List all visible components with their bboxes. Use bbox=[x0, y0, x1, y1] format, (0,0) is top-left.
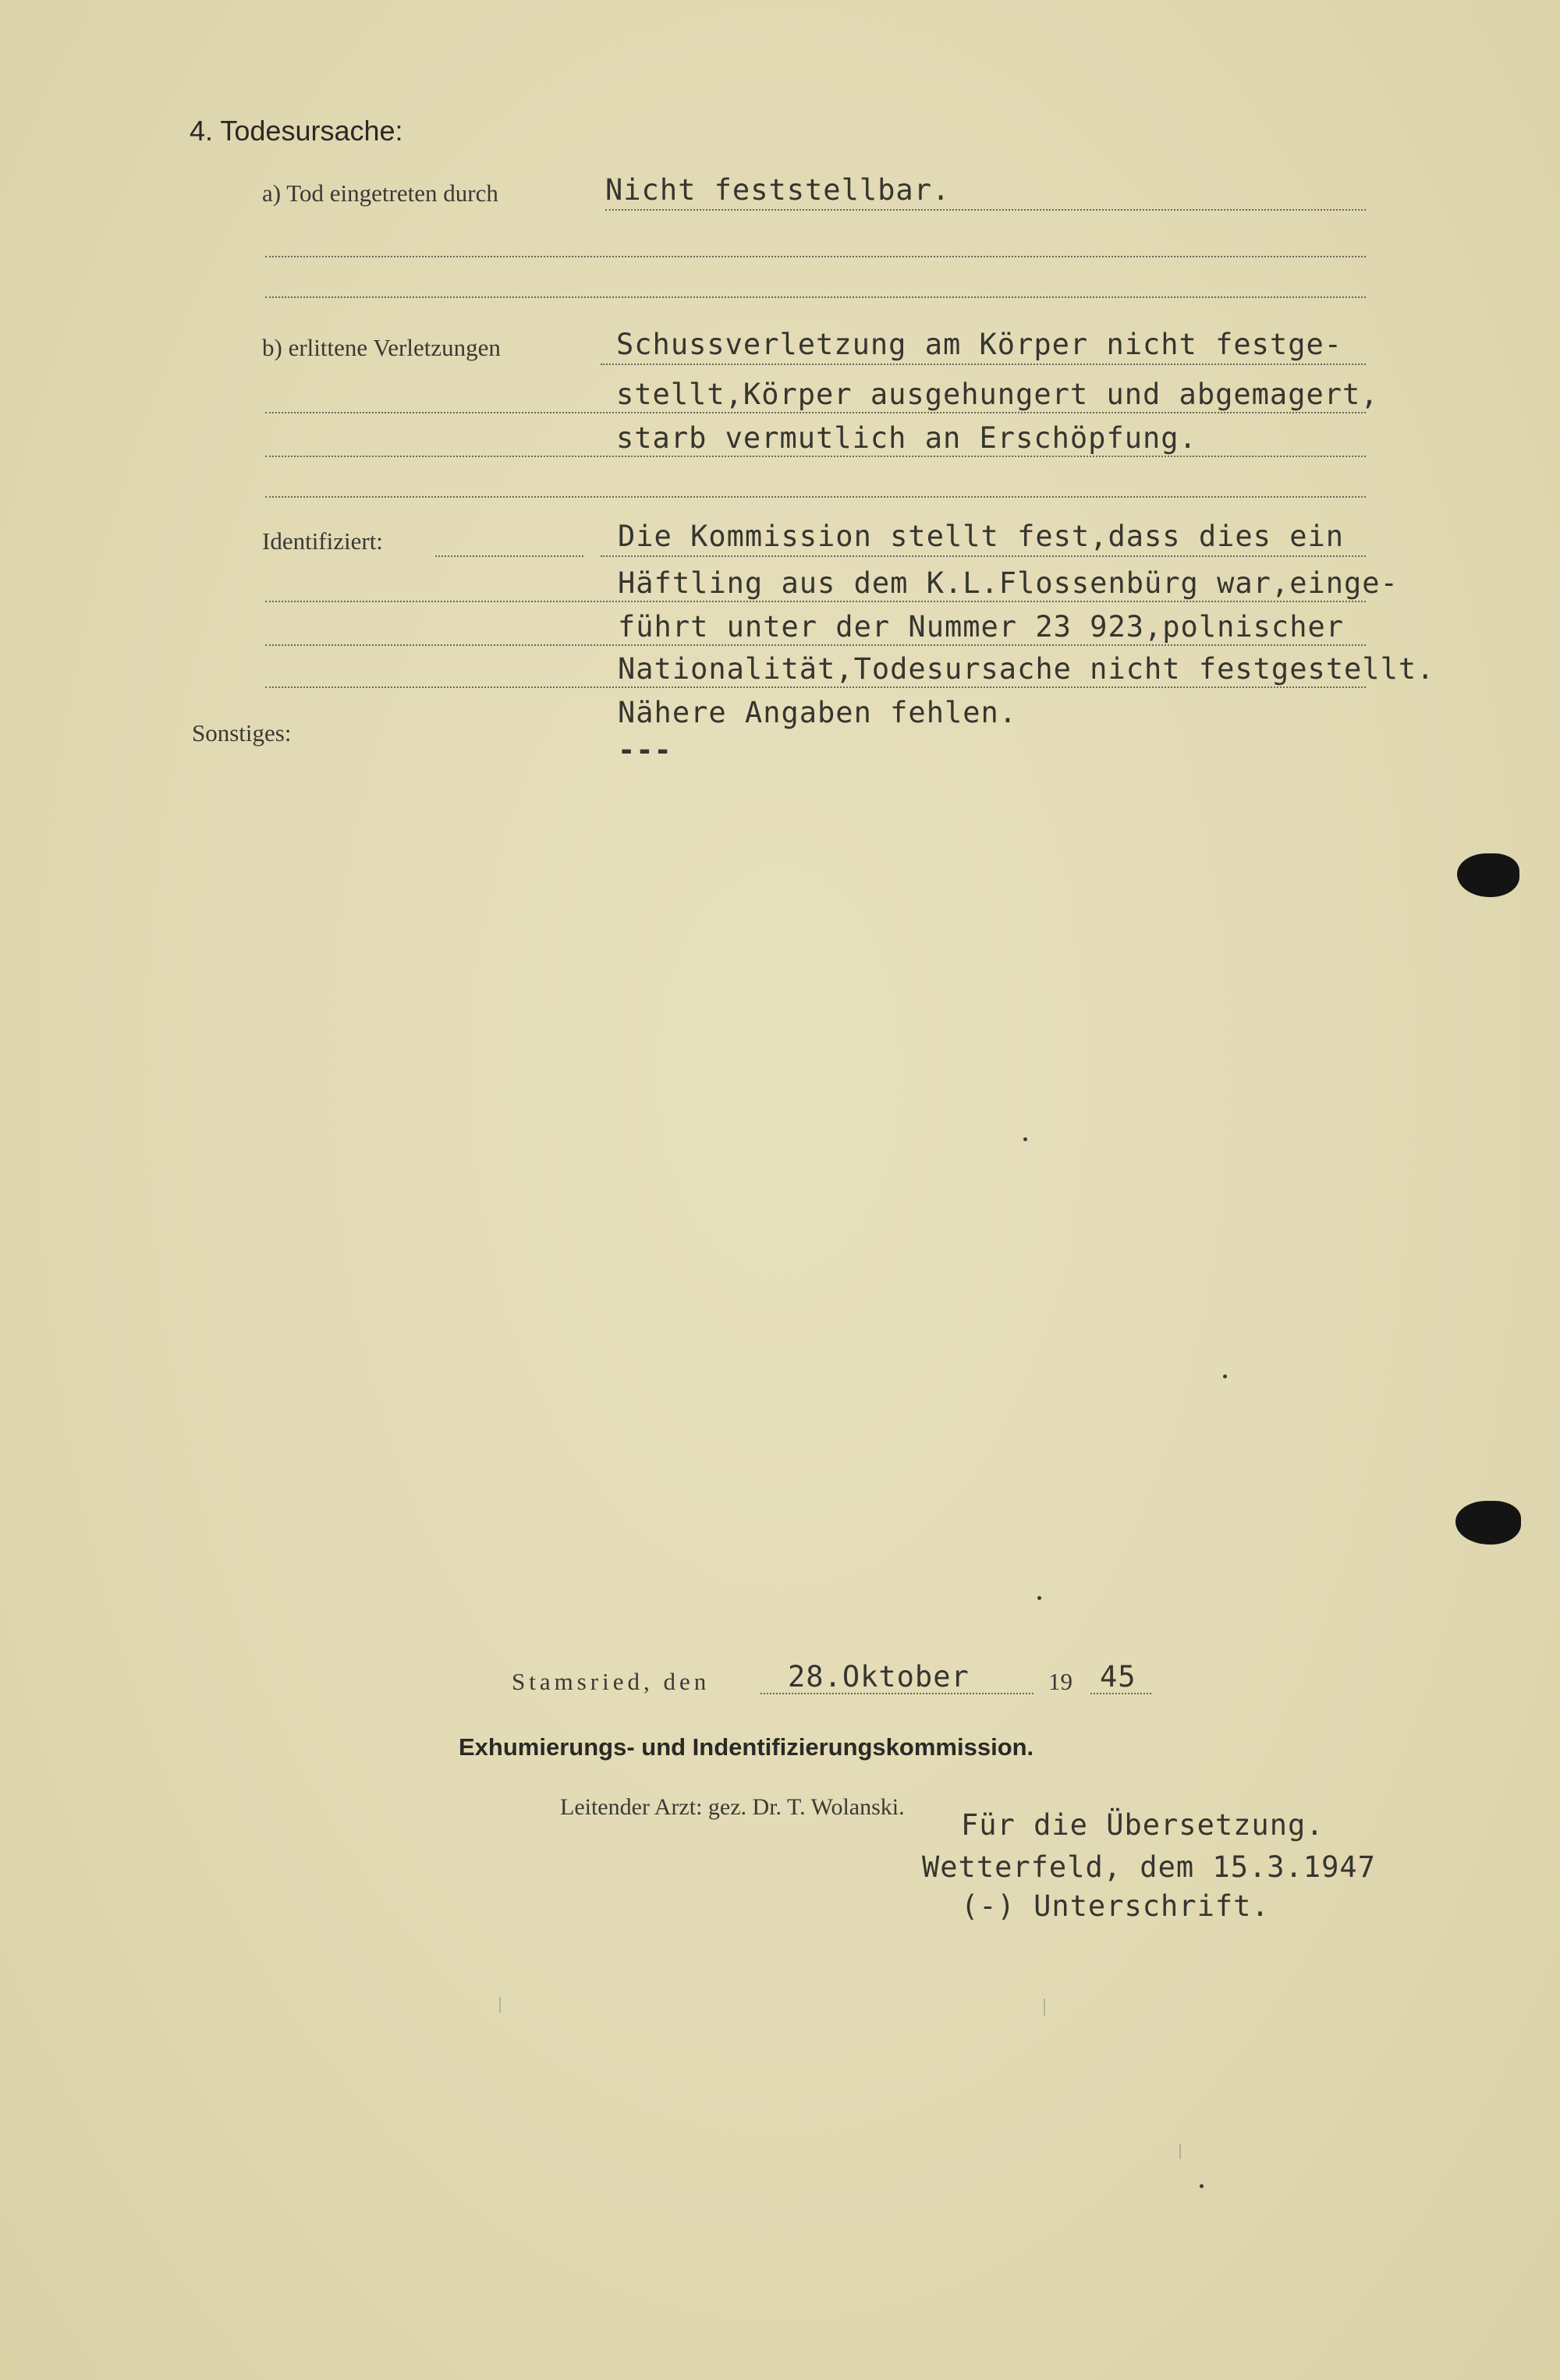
paper-speck bbox=[1023, 1137, 1027, 1141]
identified-line-3: führt unter der Nummer 23 923,polnischer bbox=[618, 610, 1345, 644]
punch-hole-upper bbox=[1457, 853, 1519, 897]
cause-value: Nicht feststellbar. bbox=[605, 173, 951, 207]
injuries-line-3: starb vermutlich an Erschöpfung. bbox=[616, 421, 1197, 455]
paper-mark bbox=[1179, 2144, 1181, 2159]
translation-line-2: Wetterfeld, dem 15.3.1947 bbox=[922, 1850, 1376, 1884]
identified-label: Identifiziert: bbox=[262, 527, 383, 555]
date-value: 28.Oktober bbox=[788, 1660, 970, 1694]
identified-line-2: Häftling aus dem K.L.Flossenbürg war,einge- bbox=[618, 566, 1399, 600]
injuries-dotted-line-1 bbox=[601, 364, 1366, 365]
place-label: Stamsried, den bbox=[512, 1668, 711, 1695]
identified-dotted-line-1 bbox=[601, 555, 1366, 557]
injuries-dotted-line-3 bbox=[265, 456, 1366, 457]
injuries-label: b) erlittene Verletzungen bbox=[262, 334, 501, 361]
paper-speck bbox=[1223, 1374, 1227, 1378]
identified-label-dots bbox=[435, 555, 583, 557]
translation-line-1: Für die Übersetzung. bbox=[961, 1808, 1324, 1842]
identified-dotted-line-4 bbox=[265, 686, 1366, 688]
paper-mark bbox=[1044, 1999, 1045, 2016]
year-value: 45 bbox=[1100, 1660, 1136, 1694]
year-dotted-line bbox=[1090, 1693, 1151, 1694]
doctor-signature-line: Leitender Arzt: gez. Dr. T. Wolanski. bbox=[560, 1794, 905, 1820]
identified-line-4: Nationalität,Todesursache nicht festgestellt. bbox=[618, 652, 1435, 686]
paper-speck bbox=[1200, 2184, 1204, 2188]
identified-line-1: Die Kommission stellt fest,dass dies ein bbox=[618, 520, 1345, 553]
injuries-line-2: stellt,Körper ausgehungert und abgemagert, bbox=[616, 378, 1379, 411]
punch-hole-lower bbox=[1455, 1501, 1521, 1545]
translation-line-3: (-) Unterschrift. bbox=[961, 1889, 1270, 1923]
section-heading: 4. Todesursache: bbox=[190, 115, 403, 147]
year-prefix: 19 bbox=[1048, 1668, 1072, 1695]
injuries-dotted-line-2 bbox=[265, 412, 1366, 413]
identified-line-5: Nähere Angaben fehlen. bbox=[618, 696, 1018, 729]
paper-mark bbox=[499, 1997, 501, 2013]
commission-title: Exhumierungs- und Indentifizierungskommission. bbox=[459, 1733, 1034, 1761]
injuries-blank-line bbox=[265, 496, 1366, 498]
misc-label: Sonstiges: bbox=[192, 719, 292, 747]
cause-dotted-line bbox=[605, 209, 1366, 211]
injuries-line-1: Schussverletzung am Körper nicht festge- bbox=[616, 328, 1343, 361]
cause-blank-line-1 bbox=[265, 256, 1366, 257]
identified-dotted-line-3 bbox=[265, 644, 1366, 646]
paper-speck bbox=[1037, 1596, 1041, 1600]
date-dotted-line bbox=[760, 1693, 1034, 1694]
cause-label: a) Tod eingetreten durch bbox=[262, 179, 498, 207]
identified-dotted-line-2 bbox=[265, 601, 1366, 602]
identified-end-mark: --- bbox=[618, 733, 672, 767]
cause-blank-line-2 bbox=[265, 296, 1366, 298]
